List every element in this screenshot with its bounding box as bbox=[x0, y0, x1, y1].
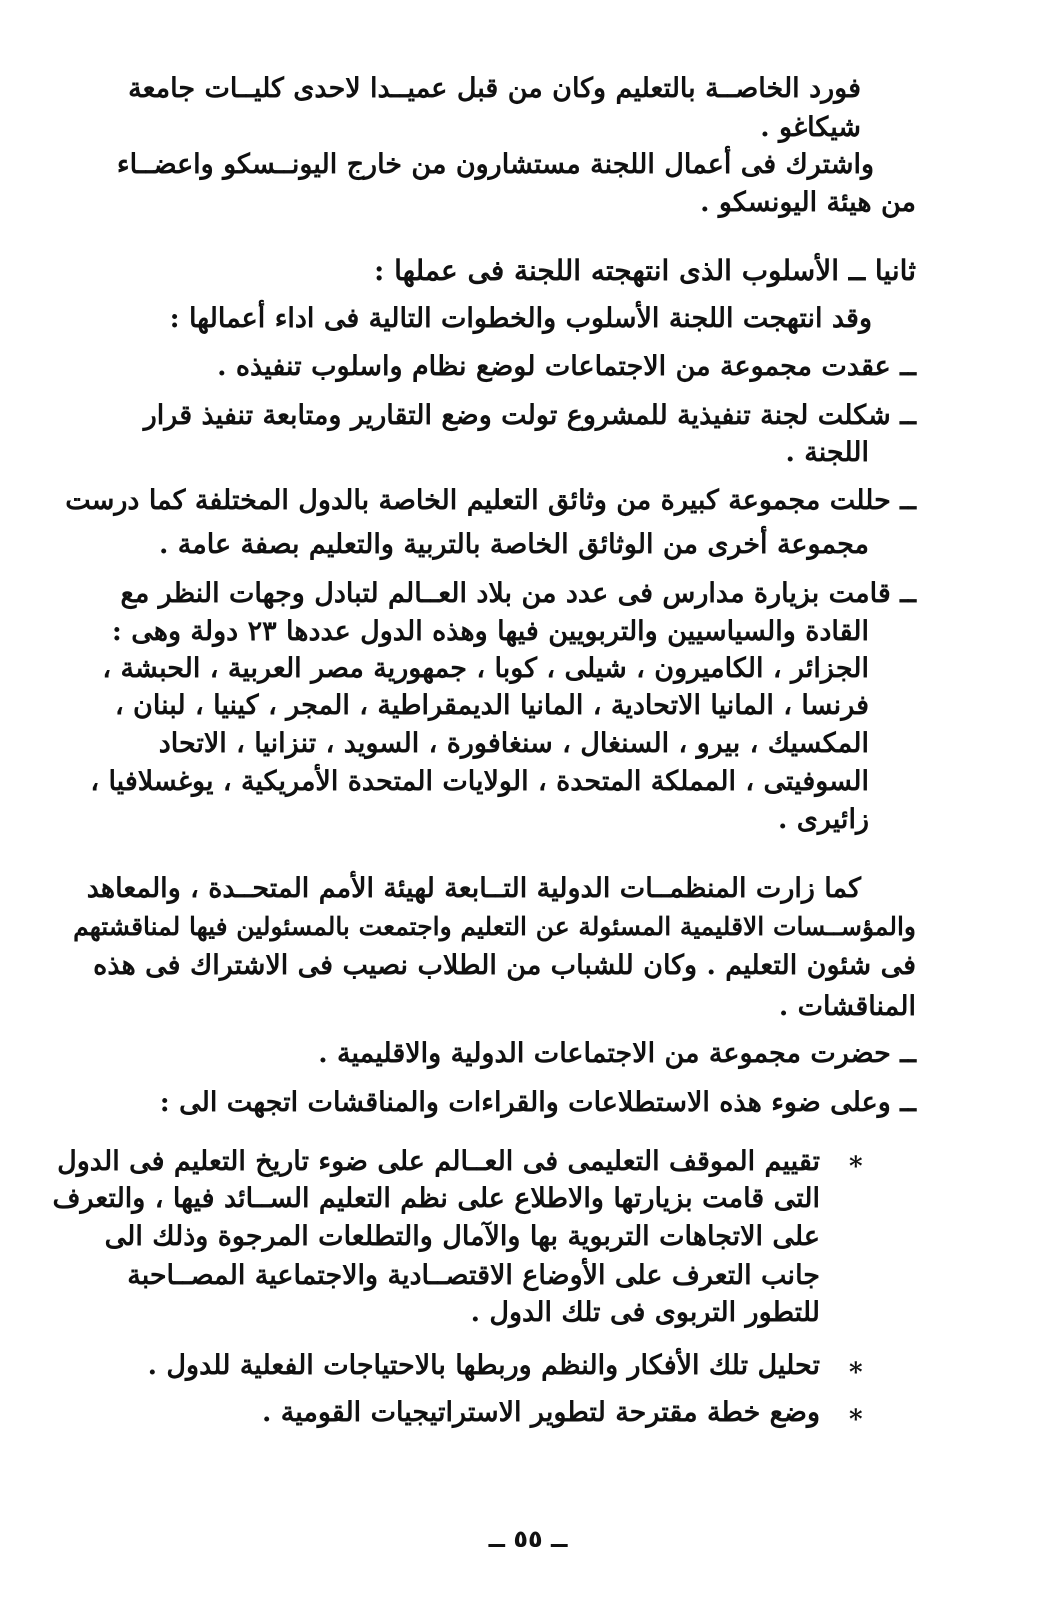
list-item: ــ قامت بزيارة مدارس فى عدد من بلاد العــالم لتبادل وجهات النظر مع bbox=[120, 578, 916, 609]
bullet-star-icon: * bbox=[849, 1152, 863, 1182]
list-item: ــ حضرت مجموعة من الاجتماعات الدولية والاقليمية . bbox=[318, 1038, 916, 1069]
starred-item-line: للتطور التربوى فى تلك الدول . bbox=[470, 1297, 820, 1328]
starred-item-line: وضع خطة مقترحة لتطوير الاستراتيجيات القومية . bbox=[261, 1397, 820, 1428]
starred-item-line: على الاتجاهات التربوية بها والآمال والتطلعات المرجوة وذلك الى bbox=[104, 1221, 820, 1252]
page-number: ــ ٥٥ ــ bbox=[488, 1525, 568, 1553]
text-line: من هيئة اليونسكو . bbox=[700, 187, 916, 218]
text-line: اللجنة . bbox=[785, 437, 869, 468]
text-line: فورد الخاصــة بالتعليم وكان من قبل عميــدا لاحدى كليــات جامعة bbox=[128, 73, 861, 104]
text-line: فرنسا ، المانيا الاتحادية ، المانيا الديمقراطية ، المجر ، كينيا ، لبنان ، bbox=[114, 690, 869, 721]
starred-item-line: جانب التعرف على الأوضاع الاقتصــادية والاجتماعية المصــاحبة bbox=[127, 1260, 820, 1291]
text-line: المكسيك ، بيرو ، السنغال ، سنغافورة ، السويد ، تنزانيا ، الاتحاد bbox=[158, 728, 869, 759]
text-line: وقد انتهجت اللجنة الأسلوب والخطوات التالية فى اداء أعمالها : bbox=[169, 303, 872, 334]
text-line: السوفيتى ، المملكة المتحدة ، الولايات المتحدة الأمريكية ، يوغسلافيا ، bbox=[90, 766, 869, 797]
list-item: ــ عقدت مجموعة من الاجتماعات لوضع نظام واسلوب تنفيذه . bbox=[217, 351, 916, 382]
starred-item-line: تقييم الموقف التعليمى فى العــالم على ضوء تاريخ التعليم فى الدول bbox=[57, 1146, 820, 1177]
starred-item-line: تحليل تلك الأفكار والنظم وربطها بالاحتياجات الفعلية للدول . bbox=[147, 1350, 820, 1381]
text-line: والمؤســسات الاقليمية المسئولة عن التعليم واجتمعت بالمسئولين فيها لمناقشتهم bbox=[73, 912, 916, 941]
list-item: ــ حللت مجموعة كبيرة من وثائق التعليم الخاصة بالدول المختلفة كما درست bbox=[65, 485, 916, 516]
text-line: كما زارت المنظمــات الدولية التــابعة لهيئة الأمم المتحــدة ، والمعاهد bbox=[86, 873, 861, 904]
text-line: مجموعة أخرى من الوثائق الخاصة بالتربية والتعليم بصفة عامة . bbox=[159, 529, 869, 560]
section-heading: ثانيا ــ الأسلوب الذى انتهجته اللجنة فى عملها : bbox=[374, 254, 916, 287]
bullet-star-icon: * bbox=[849, 1405, 863, 1435]
text-line: الجزائر ، الكاميرون ، شيلى ، كوبا ، جمهورية مصر العربية ، الحبشة ، bbox=[102, 653, 869, 684]
text-line: المناقشات . bbox=[778, 991, 916, 1022]
text-line: فى شئون التعليم . وكان للشباب من الطلاب نصيب فى الاشتراك فى هذه bbox=[93, 950, 916, 981]
text-line: زائيرى . bbox=[777, 804, 869, 835]
starred-item-line: التى قامت بزيارتها والاطلاع على نظم التعليم الســائد فيها ، والتعرف bbox=[52, 1183, 820, 1214]
list-item: ــ وعلى ضوء هذه الاستطلاعات والقراءات والمناقشات اتجهت الى : bbox=[159, 1087, 916, 1118]
bullet-star-icon: * bbox=[849, 1358, 863, 1388]
text-line: واشترك فى أعمال اللجنة مستشارون من خارج اليونــسكو واعضــاء bbox=[116, 149, 874, 180]
text-line: شيكاغو . bbox=[760, 112, 861, 143]
list-item: ــ شكلت لجنة تنفيذية للمشروع تولت وضع التقارير ومتابعة تنفيذ قرار bbox=[143, 400, 916, 431]
text-line: القادة والسياسيين والتربويين فيها وهذه الدول عددها ٢٣ دولة وهى : bbox=[111, 616, 869, 647]
